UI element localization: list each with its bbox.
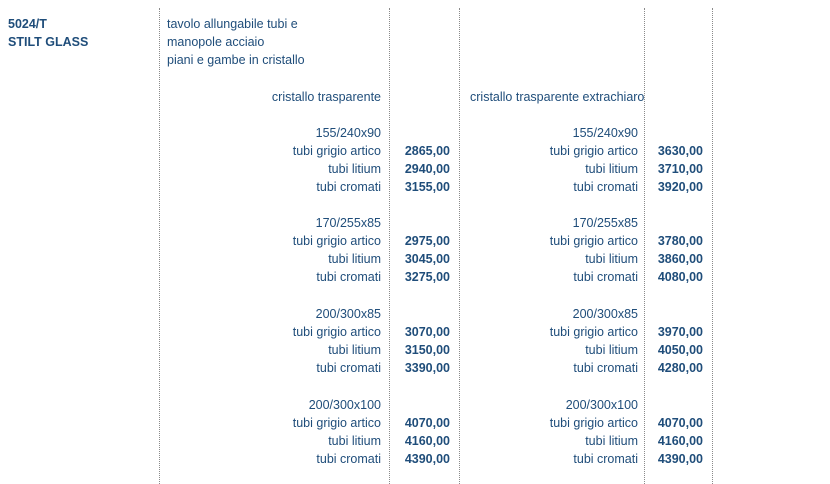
finish-label: tubi cromati bbox=[316, 180, 381, 194]
finish-label: tubi litium bbox=[585, 162, 638, 176]
price: 3155,00 bbox=[404, 180, 450, 194]
price: 4390,00 bbox=[404, 452, 450, 466]
finish-label: tubi cromati bbox=[573, 180, 638, 194]
finish-label: tubi litium bbox=[328, 434, 381, 448]
price: 3150,00 bbox=[404, 343, 450, 357]
price: 4160,00 bbox=[404, 434, 450, 448]
finish-label: tubi grigio artico bbox=[292, 144, 381, 158]
finish-label: tubi cromati bbox=[316, 270, 381, 284]
price: 4070,00 bbox=[404, 416, 450, 430]
column-divider bbox=[644, 8, 645, 484]
finish-label: tubi litium bbox=[585, 252, 638, 266]
size-label: 170/255x85 bbox=[572, 216, 638, 230]
column-divider bbox=[459, 8, 460, 484]
price: 3860,00 bbox=[657, 252, 703, 266]
price: 3070,00 bbox=[404, 325, 450, 339]
size-label: 170/255x85 bbox=[315, 216, 381, 230]
column-divider bbox=[712, 8, 713, 484]
size-label: 200/300x85 bbox=[572, 307, 638, 321]
finish-label: tubi grigio artico bbox=[549, 325, 638, 339]
price: 3920,00 bbox=[657, 180, 703, 194]
finish-label: tubi cromati bbox=[573, 452, 638, 466]
size-label: 155/240x90 bbox=[572, 126, 638, 140]
column-divider bbox=[159, 8, 160, 484]
price: 3275,00 bbox=[404, 270, 450, 284]
finish-label: tubi grigio artico bbox=[549, 416, 638, 430]
finish-label: tubi grigio artico bbox=[292, 416, 381, 430]
finish-label: tubi litium bbox=[328, 252, 381, 266]
price: 3045,00 bbox=[404, 252, 450, 266]
size-label: 200/300x100 bbox=[565, 398, 638, 412]
finish-label: tubi grigio artico bbox=[549, 144, 638, 158]
size-label: 200/300x100 bbox=[308, 398, 381, 412]
column-header-trasparente: cristallo trasparente bbox=[271, 90, 381, 104]
size-label: 155/240x90 bbox=[315, 126, 381, 140]
price: 3630,00 bbox=[657, 144, 703, 158]
product-name: STILT GLASS bbox=[8, 35, 89, 49]
product-description-line: tavolo allungabile tubi e bbox=[167, 17, 298, 31]
price: 4070,00 bbox=[657, 416, 703, 430]
product-code: 5024/T bbox=[8, 17, 47, 31]
finish-label: tubi cromati bbox=[573, 361, 638, 375]
price: 2865,00 bbox=[404, 144, 450, 158]
price: 3780,00 bbox=[657, 234, 703, 248]
finish-label: tubi litium bbox=[328, 343, 381, 357]
price: 2940,00 bbox=[404, 162, 450, 176]
finish-label: tubi cromati bbox=[316, 361, 381, 375]
product-description-line: piani e gambe in cristallo bbox=[167, 53, 305, 67]
finish-label: tubi cromati bbox=[573, 270, 638, 284]
price: 4050,00 bbox=[657, 343, 703, 357]
column-header-extrachiaro: cristallo trasparente extrachiaro bbox=[470, 90, 645, 104]
finish-label: tubi grigio artico bbox=[292, 325, 381, 339]
size-label: 200/300x85 bbox=[315, 307, 381, 321]
price: 2975,00 bbox=[404, 234, 450, 248]
finish-label: tubi litium bbox=[328, 162, 381, 176]
finish-label: tubi litium bbox=[585, 434, 638, 448]
price: 4280,00 bbox=[657, 361, 703, 375]
finish-label: tubi grigio artico bbox=[292, 234, 381, 248]
price: 3390,00 bbox=[404, 361, 450, 375]
price: 4160,00 bbox=[657, 434, 703, 448]
price: 4390,00 bbox=[657, 452, 703, 466]
price: 4080,00 bbox=[657, 270, 703, 284]
finish-label: tubi cromati bbox=[316, 452, 381, 466]
column-divider bbox=[389, 8, 390, 484]
product-description-line: manopole acciaio bbox=[167, 35, 265, 49]
finish-label: tubi litium bbox=[585, 343, 638, 357]
finish-label: tubi grigio artico bbox=[549, 234, 638, 248]
price: 3710,00 bbox=[657, 162, 703, 176]
price: 3970,00 bbox=[657, 325, 703, 339]
